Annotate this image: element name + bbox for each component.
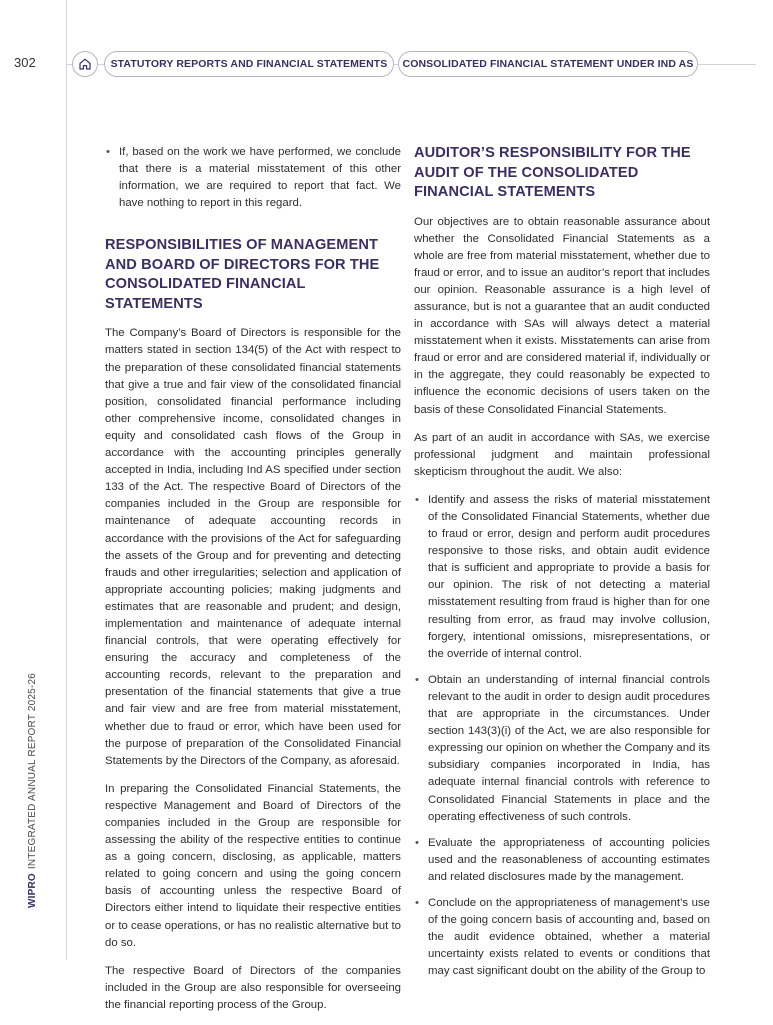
- side-report-label: [27, 673, 38, 908]
- section-tab-statutory-reports[interactable]: STATUTORY REPORTS AND FINANCIAL STATEMENTS: [104, 51, 394, 77]
- paragraph: Our objectives are to obtain reasonable assurance about whether the Consolidated Financial Statements as a whole are free from material misstatement, whether due to fraud or error, and to issue an auditor’s report that includes our opinion. Reasonable assurance is a high level of assurance, but is not a guarantee that an audit conducted in accordance with SAs will always detect a material misstatement when it exists. Misstatements can arise from fraud or error and are considered material if, individually or in the aggregate, they could reasonably be expected to influence the economic decisions of users taken on the basis of these Consolidated Financial Statements.: [414, 215, 710, 416]
- list-item: • Evaluate the appropriateness of accounting policies used and the reasonableness of accounting estimates and related disclosures made by the management.: [415, 836, 710, 883]
- bullet-icon: •: [106, 146, 110, 158]
- section-heading-auditor-responsibility: AUDITOR’S RESPONSIBILITY FOR THE AUDIT OF THE CONSOLIDATED FINANCIAL STATEMENTS: [414, 145, 691, 200]
- intro-bullet-list: [105, 144, 401, 212]
- brand-name: WIPRO: [27, 873, 38, 908]
- list-item: • If, based on the work we have performed, we conclude that there is a material misstatement of this other information, we are required to report that fact. We have nothing to report in this regard.: [106, 146, 401, 210]
- paragraph: In preparing the Consolidated Financial Statements, the respective Management and Board of Directors of the companies included in the Group are responsible for assessing the ability of the respective entities to continue as a going concern, disclosing, as applicable, matters related to going concern and using the going concern basis of accounting unless the respective Board of Directors either intend to liquidate their respective entities or to cease operations, or has no realistic alternative but to do so.: [105, 782, 401, 949]
- left-column: [105, 144, 401, 1025]
- vertical-divider: [66, 0, 67, 960]
- bullet-icon: •: [415, 896, 419, 909]
- bullet-icon: •: [415, 673, 419, 686]
- paragraph: The Company’s Board of Directors is responsible for the matters stated in section 134(5) of the Act with respect to the preparation of these consolidated financial statements that give a true and fair view of the consolidated financial position, consolidated financial performance including other comprehensive income, consolidated changes in equity and consolidated cash flows of the Group in accordance with the accounting principles generally accepted in India, including Ind AS specified under section 133 of the Act. The respective Board of Directors of the companies included in the Group are responsible for maintenance of adequate accounting records in accordance with the provisions of the Act for safeguarding the assets of the Group and for preventing and detecting frauds and other irregularities; selection and application of appropriate accounting policies; making judgments and estimates that are reasonable and prudent; and design, implementation and maintenance of adequate internal financial controls, that were operating effectively for ensuring the accuracy and completeness of the accounting records, relevant to the preparation and presentation of the financial statements that give a true and fair view and are free from material misstatement, whether due to fraud or error, which have been used for the purpose of preparation of the Consolidated Financial Statements by the Directors of the Company, as aforesaid.: [105, 327, 401, 767]
- right-column: [414, 144, 710, 991]
- bullet-icon: •: [415, 836, 419, 849]
- home-icon: [78, 57, 92, 71]
- section-tab-consolidated-ind-as[interactable]: CONSOLIDATED FINANCIAL STATEMENT UNDER IND AS: [398, 51, 698, 77]
- paragraph: The respective Board of Directors of the companies included in the Group are also responsible for overseeing the financial reporting process of the Group.: [105, 964, 401, 1011]
- audit-procedures-list: [414, 492, 710, 981]
- section-heading-management-responsibilities: RESPONSIBILITIES OF MANAGEMENT AND BOARD OF DIRECTORS FOR THE CONSOLIDATED FINANCIAL STATEMENTS: [105, 237, 380, 312]
- report-title: INTEGRATED ANNUAL REPORT 2025-26: [27, 673, 38, 870]
- paragraph: As part of an audit in accordance with SAs, we exercise professional judgment and maintain professional skepticism throughout the audit. We also:: [414, 431, 710, 478]
- list-item: • Identify and assess the risks of material misstatement of the Consolidated Financial Statements, whether due to fraud or error, design and perform audit procedures responsive to those risks, and obtain audit evidence that is sufficient and appropriate to provide a basis for our opinion. The risk of not detecting a material misstatement resulting from fraud is higher than for one resulting from error, as fraud may involve collusion, forgery, intentional omissions, misrepresentations, or the override of internal control.: [415, 493, 710, 660]
- home-button[interactable]: [72, 51, 98, 77]
- list-item: • Obtain an understanding of internal financial controls relevant to the audit in order to design audit procedures that are appropriate in the circumstances. Under section 143(3)(i) of the Act, we are also responsible for expressing our opinion on whether the Company and its subsidiary companies incorporated in India, has adequate internal financial controls with reference to Consolidated Financial Statements in place and the operating effectiveness of such controls.: [415, 673, 710, 823]
- list-item: • Conclude on the appropriateness of management’s use of the going concern basis of accounting and, based on the audit evidence obtained, whether a material uncertainty exists related to events or conditions that may cast significant doubt on the ability of the Group to: [415, 896, 710, 978]
- bullet-icon: •: [415, 493, 419, 506]
- page-number: 302: [14, 55, 36, 70]
